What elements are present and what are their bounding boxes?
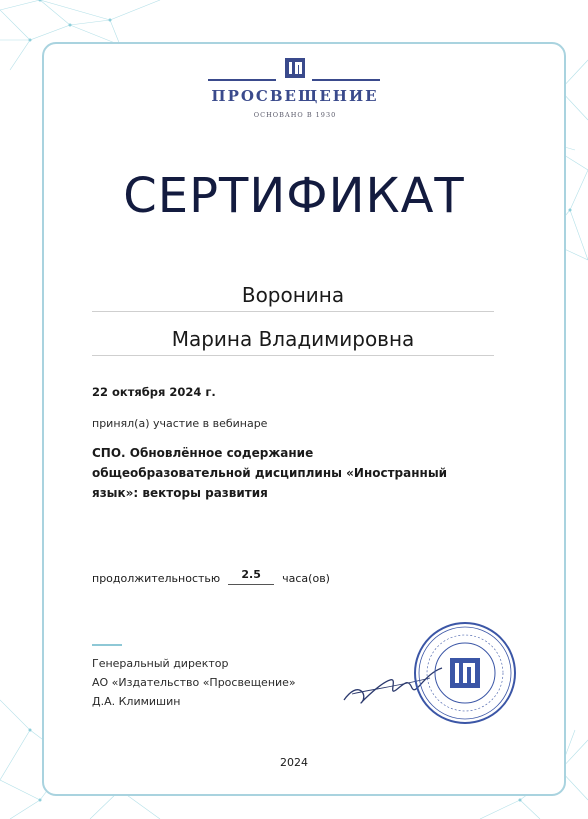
ip-monogram-icon	[282, 56, 308, 80]
signatory-company: АО «Издательство «Просвещение»	[92, 676, 296, 689]
accent-divider	[92, 644, 122, 646]
event-date: 22 октября 2024 г.	[92, 385, 216, 399]
webinar-title-line: общеобразовательной дисциплины «Иностранный	[92, 466, 448, 480]
recipient-given-names: Марина Владимировна	[92, 327, 494, 356]
publisher-seal-icon	[412, 620, 518, 726]
webinar-title-line: СПО. Обновлённое содержание	[92, 446, 314, 460]
participation-text: принял(а) участие в вебинаре	[92, 417, 268, 430]
brand-name: ПРОСВЕЩЕНИЕ	[211, 87, 379, 105]
founded-note: ОСНОВАНО В 1930	[253, 111, 337, 119]
duration-row	[92, 568, 330, 585]
duration-label: продолжительностью	[92, 572, 221, 585]
recipient-surname: Воронина	[92, 283, 494, 312]
certificate-title: СЕРТИФИКАТ	[123, 168, 465, 224]
signatory-block	[92, 654, 296, 711]
logo-rule-right	[312, 79, 380, 81]
publisher-logo	[200, 56, 390, 126]
certificate-year: 2024	[280, 756, 308, 769]
webinar-title-line: язык»: векторы развития	[92, 486, 268, 500]
duration-value: 2.5	[228, 568, 274, 585]
signatory-name: Д.А. Климишин	[92, 695, 181, 708]
signatory-position: Генеральный директор	[92, 657, 229, 670]
webinar-title	[92, 443, 492, 503]
duration-unit: часа(ов)	[282, 572, 330, 585]
logo-rule-left	[208, 79, 276, 81]
